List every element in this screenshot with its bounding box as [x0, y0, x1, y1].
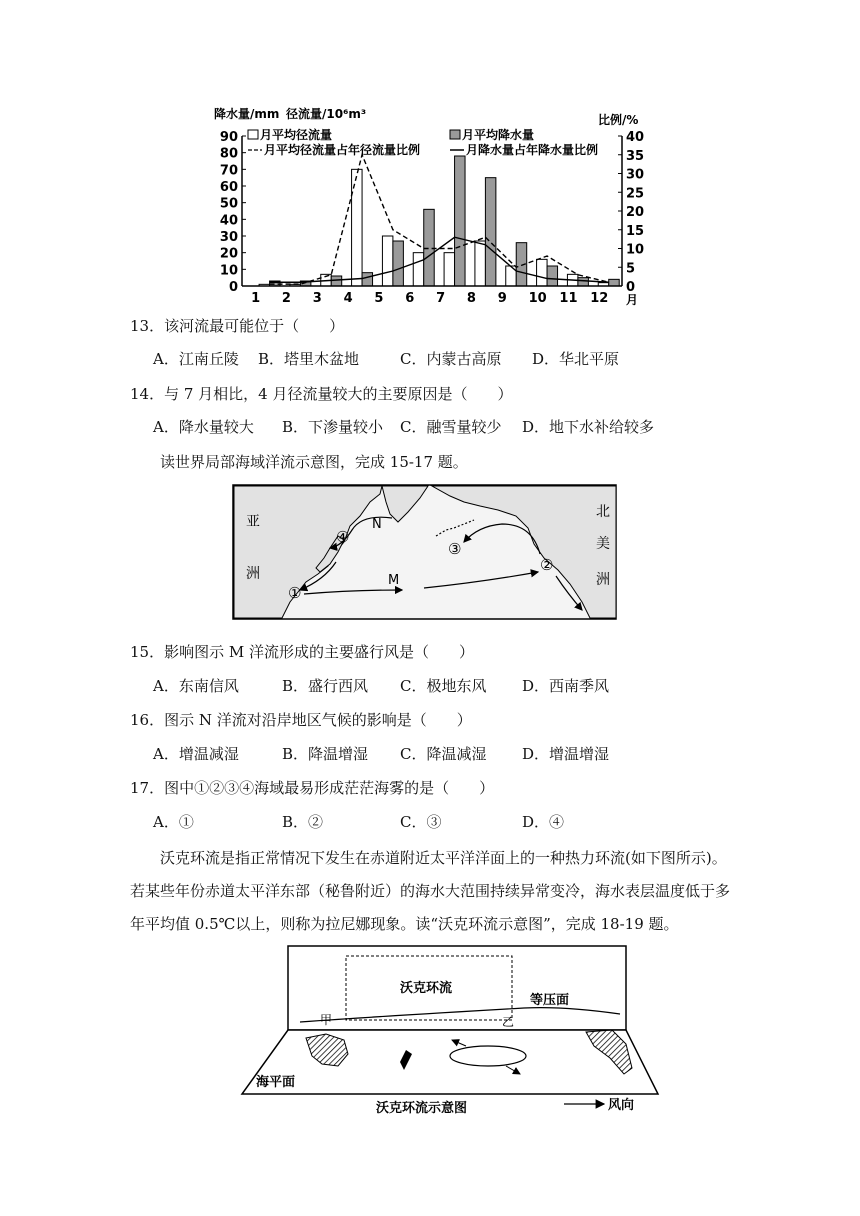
- q16-option-c: C．降温减湿: [400, 745, 487, 763]
- legend-label-precip-ratio: 月降水量占年降水量比例: [466, 143, 599, 157]
- x-tick-label: 3: [312, 291, 322, 306]
- bar-runoff: [475, 241, 485, 286]
- bar-precipitation: [455, 156, 465, 286]
- bar-runoff: [382, 236, 392, 286]
- right-tick-label: 5: [626, 261, 636, 277]
- x-tick-label: 7: [436, 291, 446, 306]
- bar-precipitation: [485, 178, 495, 286]
- x-tick-label: 8: [466, 291, 476, 306]
- right-tick-label: 0: [626, 280, 636, 295]
- marker-1: ①: [288, 584, 302, 602]
- left-tick-label: 70: [219, 163, 238, 179]
- left-tick-label: 30: [219, 230, 238, 245]
- left-tick-label: 60: [219, 180, 238, 195]
- q17-option-b: B．②: [282, 813, 324, 831]
- x-tick-label: 1: [251, 291, 261, 306]
- q15-option-c: C．极地东风: [400, 677, 487, 695]
- left-axis-label-precip: 降水量/mm: [214, 107, 280, 121]
- right-tick-label: 10: [626, 242, 645, 258]
- left-tick-label: 40: [219, 213, 238, 229]
- x-tick-label: 10: [528, 291, 547, 306]
- q13-option-c: C．内蒙古高原: [400, 350, 502, 368]
- runoff-precipitation-chart: [200, 100, 660, 310]
- bar-runoff: [537, 259, 547, 286]
- bar-precipitation: [362, 273, 372, 286]
- marker-4: ④: [336, 528, 350, 546]
- left-tick-label: 80: [219, 146, 238, 162]
- q15-option-d: D．西南季风: [522, 677, 610, 695]
- x-tick-label: 9: [497, 291, 507, 306]
- question-14: 14．与 7 月相比，4 月径流量较大的主要原因是（ ）: [130, 385, 513, 403]
- month-unit-label: 月: [626, 293, 639, 307]
- bar-precipitation: [424, 209, 434, 286]
- marker-2: ②: [540, 556, 554, 574]
- right-tick-label: 20: [626, 205, 645, 220]
- walker-caption: 沃克环流示意图: [376, 1101, 468, 1116]
- bar-precipitation: [578, 278, 588, 286]
- question-17: 17．图中①②③④海域最易形成茫茫海雾的是（ ）: [130, 779, 495, 797]
- label-jia: 甲: [320, 1013, 333, 1027]
- chart-legend: [248, 127, 598, 157]
- legend-swatch-precip: [450, 130, 460, 139]
- question-16: 16．图示 N 洋流对沿岸地区气候的影响是（ ）: [130, 711, 472, 729]
- x-axis-ticks: [251, 291, 608, 306]
- x-tick-label: 6: [405, 291, 415, 306]
- line-runoff-ratio: [270, 155, 609, 284]
- x-tick-label: 2: [281, 291, 291, 306]
- left-tick-label: 0: [228, 280, 238, 295]
- marker-3: ③: [448, 540, 462, 558]
- walker-paragraph: 沃克环流是指正常情况下发生在赤道附近太平洋洋面上的一种热力环流(如下图所示)。若某些年份赤道太平洋东部（秘鲁附近）的海水大范围持续异常变冷，海水表层温度低于多年平均值 0.5℃以上，则称为拉尼娜现象。读“沃克环流示意图”，完成 18-19 题。: [130, 849, 731, 933]
- bar-runoff: [413, 253, 423, 286]
- label-north-america-1: 北: [596, 504, 610, 520]
- q15-option-b: B．盛行西风: [282, 677, 369, 695]
- walker-box-label: 沃克环流: [400, 981, 453, 996]
- right-tick-label: 15: [626, 223, 645, 239]
- label-current-n: N: [372, 517, 382, 532]
- question-13: 13．该河流最可能位于（ ）: [130, 317, 345, 335]
- question-15: 15．影响图示 M 洋流形成的主要盛行风是（ ）: [130, 643, 474, 661]
- bar-precipitation: [547, 266, 557, 286]
- wind-direction-label: 风向: [608, 1098, 635, 1113]
- left-axis-label-runoff: 径流量/10⁶m³: [286, 107, 367, 121]
- label-asia-1: 亚: [246, 514, 260, 530]
- x-tick-label: 5: [374, 291, 384, 306]
- q14-option-c: C．融雪量较少: [400, 418, 502, 436]
- q15-option-a: A．东南信风: [153, 677, 239, 695]
- right-tick-label: 40: [626, 130, 645, 145]
- x-tick-label: 12: [590, 291, 609, 306]
- label-current-m: M: [388, 573, 400, 588]
- label-yi: 乙: [502, 1015, 515, 1029]
- left-tick-label: 20: [219, 246, 238, 262]
- x-tick-label: 4: [343, 291, 353, 306]
- q13-option-b: B．塔里木盆地: [258, 350, 360, 368]
- right-tick-label: 25: [626, 186, 645, 202]
- ocean-current-map: [232, 484, 618, 622]
- bar-runoff: [444, 253, 454, 286]
- q17-option-d: D．④: [522, 813, 565, 831]
- isobar-label: 等压面: [530, 993, 570, 1008]
- right-tick-label: 35: [626, 148, 645, 164]
- bar-precipitation: [331, 276, 341, 286]
- sea-level-label: 海平面: [256, 1075, 296, 1090]
- left-tick-label: 50: [219, 196, 238, 212]
- legend-label-precip: 月平均降水量: [462, 128, 535, 142]
- left-tick-label: 90: [219, 130, 238, 145]
- legend-label-runoff: 月平均径流量: [260, 128, 333, 142]
- q16-option-b: B．降温增湿: [282, 745, 369, 763]
- q14-option-d: D．地下水补给较多: [522, 418, 655, 436]
- q13-option-d: D．华北平原: [532, 350, 620, 368]
- q17-option-a: A．①: [153, 813, 194, 831]
- line-series: [270, 155, 609, 284]
- right-axis-label: 比例/%: [598, 113, 639, 127]
- label-asia-2: 洲: [246, 566, 260, 582]
- x-tick-label: 11: [559, 291, 578, 306]
- q14-option-a: A．降水量较大: [153, 418, 254, 436]
- q17-option-c: C．③: [400, 813, 442, 831]
- atmosphere-box: [288, 946, 626, 1030]
- legend-swatch-runoff: [248, 130, 258, 139]
- left-tick-label: 10: [219, 263, 238, 279]
- legend-label-runoff-ratio: 月平均径流量占年径流量比例: [264, 143, 421, 157]
- ocean-intro: 读世界局部海域洋流示意图，完成 15-17 题。: [160, 453, 468, 471]
- q16-option-a: A．增温减湿: [153, 745, 239, 763]
- right-tick-label: 30: [626, 167, 645, 183]
- bar-precipitation: [609, 279, 619, 286]
- q13-option-a: A．江南丘陵: [153, 350, 239, 368]
- label-north-america-3: 洲: [596, 572, 610, 588]
- walker-circulation-diagram: [234, 944, 664, 1116]
- bar-precipitation: [393, 241, 403, 286]
- label-north-america-2: 美: [596, 536, 610, 552]
- q14-option-b: B．下渗量较小: [282, 418, 384, 436]
- q16-option-d: D．增温增湿: [522, 745, 610, 763]
